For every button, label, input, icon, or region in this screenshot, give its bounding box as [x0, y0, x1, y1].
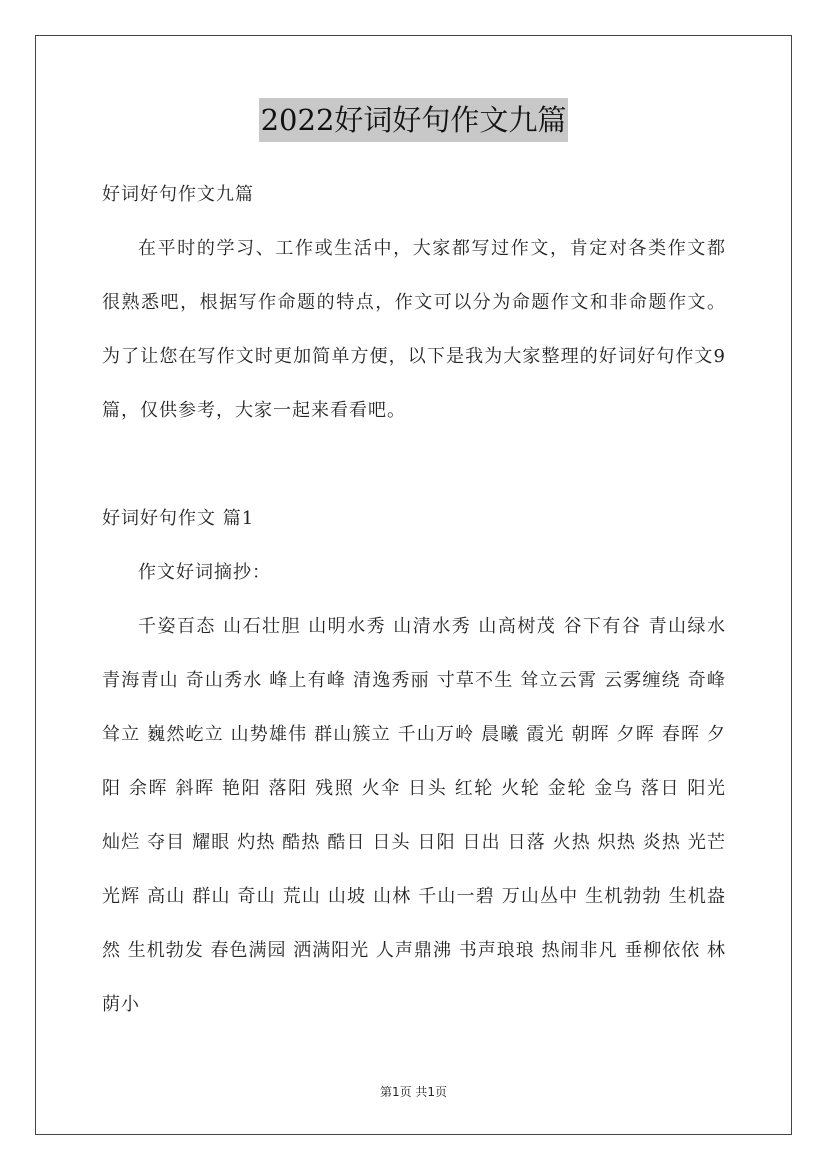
intro-paragraph: 在平时的学习、工作或生活中，大家都写过作文，肯定对各类作文都很熟悉吧，根据写作命题的特点，作文可以分为命题作文和非命题作文。为了让您在写作文时更加简单方便，以下是我为大家整理的好词好句作文9篇，仅供参考，大家一起来看看吧。 — [102, 238, 726, 421]
title-wrap — [0, 98, 827, 142]
words-paragraph: 千姿百态 山石壮胆 山明水秀 山清水秀 山高树茂 谷下有谷 青山绿水 青海青山 奇山秀水 峰上有峰 清逸秀丽 寸草不生 耸立云霄 云雾缠绕 奇峰耸立 巍然屹立 山势雄伟 群山簇立 千山万岭 晨曦 霞光 朝晖 夕晖 春晖 夕阳 余晖 斜晖 艳阳 落阳 残照 火伞 日头 红轮 火轮 金轮 金乌 落日 阳光 灿烂 夺目 耀眼 灼热 酷热 酷日 日头 日阳 日出 日落 火热 炽热 炎热 光芒 光辉 高山 群山 奇山 荒山 山坡 山林 千山一碧 万山丛中 生机勃勃 生机盎然 生机勃发 春色满园 洒满阳光 人声鼎沸 书声琅琅 热闹非凡 垂柳依依 林荫小 — [102, 616, 726, 1015]
subheading: 作文好词摘抄： — [138, 562, 271, 583]
document-title: 2022好词好句作文九篇 — [259, 98, 569, 142]
page-footer: 第1页 共1页 — [379, 1085, 448, 1099]
paragraph-gap — [102, 438, 726, 492]
heading: 好词好句作文九篇 — [102, 184, 254, 205]
section-title: 好词好句作文 篇1 — [102, 508, 255, 529]
document-body — [102, 168, 726, 1032]
